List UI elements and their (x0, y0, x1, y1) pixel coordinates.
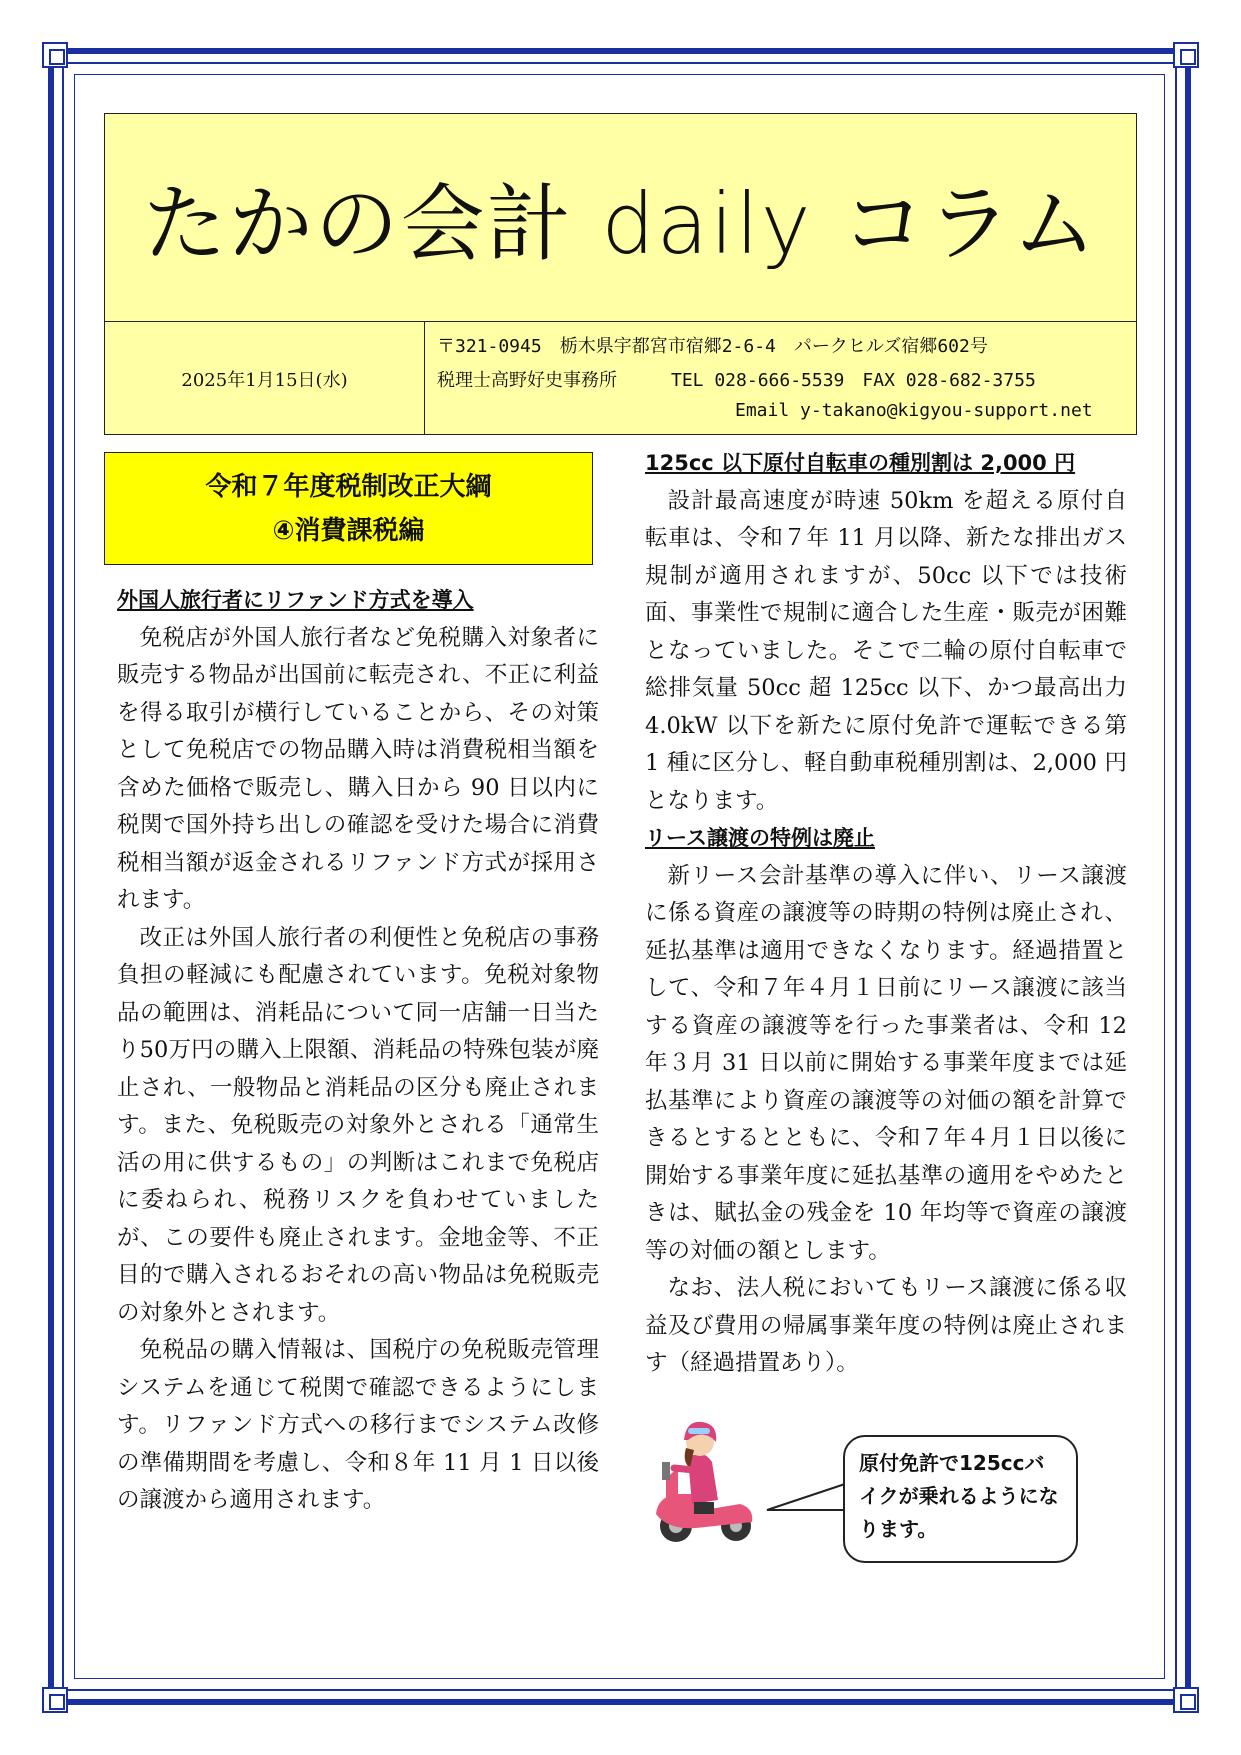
paragraph-refund-2: 改正は外国人旅行者の利便性と免税店の事務負担の軽減にも配慮されています。免税対象物品の範囲は、消耗品について同一店舗一日当たり50万円の購入上限額、消耗品の特殊包装が廃止され、一般物品と消耗品の区分も廃止されます。また、免税販売の対象外とされる「通常生活の用に供するもの」の判断はこれまで免税店に委ねられ、税務リスクを負わせていましたが、この要件も廃止されます。金地金等、不正目的で購入されるおそれの高い物品は免税販売の対象外とされます。 (117, 924, 599, 1326)
corner-ornament-bottom-left (42, 1687, 68, 1713)
paragraph-lease-1: 新リース会計基準の導入に伴い、リース譲渡に係る資産の譲渡等の時期の特例は廃止され、延払基準は適用できなくなります。経過措置として、令和７年４月１日前にリース譲渡に該当する資産の譲渡等を行った事業者は、令和 12 年３月 31 日以前に開始する事業年度までは延払基準により資産の譲渡等の対価の額を計算できるとするとともに、令和７年４月１日以後に開始する事業年度に延払基準の適用をやめたときは、賦払金の残金を 10 年均等で資産の譲渡等の対価の額とします。 (645, 862, 1127, 1264)
topic-title-line2: ④消費課税編 (272, 515, 425, 546)
topic-title-box (104, 452, 593, 565)
issue-date-cell (105, 322, 425, 435)
corner-ornament-top-left (42, 42, 68, 68)
right-column (645, 445, 1127, 1383)
speech-bubble-text: 原付免許で125ccバイクが乗れるようになります。 (859, 1451, 1059, 1541)
contact-info-cell (425, 322, 1136, 435)
left-column (117, 582, 599, 1520)
masthead-title-area (105, 114, 1136, 322)
office-email[interactable]: Email y-takano@kigyou-support.net (735, 400, 1093, 421)
section-heading-lease: リース譲渡の特例は廃止 (645, 826, 875, 850)
speech-bubble-tail (765, 1480, 847, 1520)
section-heading-refund: 外国人旅行者にリファンド方式を導入 (117, 588, 474, 612)
section-heading-moped: 125cc 以下原付自転車の種別割は 2,000 円 (645, 451, 1076, 475)
office-phone-fax: 税理士高野好史事務所 TEL 028-666-5539 FAX 028-682-3755 (437, 370, 1036, 391)
paragraph-refund-3: 免税品の購入情報は、国税庁の免税販売管理システムを通じて税関で確認できるようにします。リファンド方式への移行までシステム改修の準備期間を考慮し、令和８年 11 月 1 日以後の譲渡から適用されます。 (117, 1337, 599, 1513)
scooter-rider-illustration (648, 1418, 758, 1548)
office-address: 〒321-0945 栃木県宇都宮市宿郷2-6-4 パークヒルズ宿郷602号 (437, 336, 988, 357)
issue-date: 2025年1月15日(水) (181, 369, 348, 391)
topic-title-line1: 令和７年度税制改正大綱 (205, 471, 492, 502)
corner-ornament-top-right (1173, 42, 1199, 68)
paragraph-moped: 設計最高速度が時速 50km を超える原付自転車は、令和７年 11 月以降、新たな排出ガス規制が適用されますが、50cc 以下では技術面、事業性で規制に適合した生産・販売が困難となっていました。そこで二輪の原付自転車で総排気量 50cc 超 125cc 以下、かつ最高出力 4.0kW 以下を新たに原付免許で運転できる第 1 種に区分し、軽自動車税種別割は、2,000 円となります。 (645, 487, 1127, 814)
speech-bubble (843, 1435, 1078, 1563)
newsletter-title: たかの会計 daily コラム (142, 175, 1099, 273)
masthead (104, 113, 1137, 435)
corner-ornament-bottom-right (1173, 1687, 1199, 1713)
paragraph-lease-2: なお、法人税においてもリース譲渡に係る収益及び費用の帰属事業年度の特例は廃止されます（経過措置あり）。 (645, 1275, 1127, 1376)
paragraph-refund-1: 免税店が外国人旅行者など免税購入対象者に販売する物品が出国前に転売され、不正に利益を得る取引が横行していることから、その対策として免税店での物品購入時は消費税相当額を含めた価格で販売し、購入日から 90 日以内に税関で国外持ち出しの確認を受けた場合に消費税相当額が返金されるリファンド方式が採用されます。 (117, 624, 599, 913)
